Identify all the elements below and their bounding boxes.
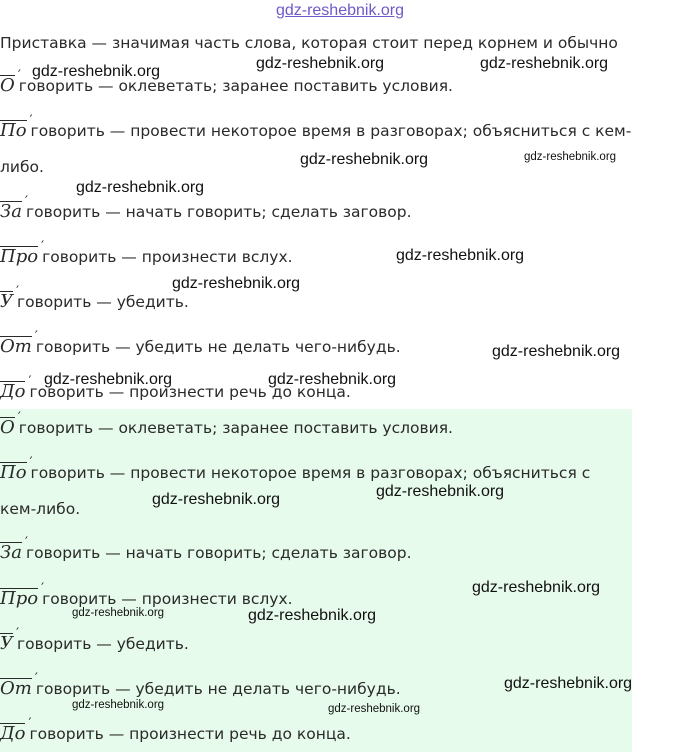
list-item: По ′ говорить — провести некоторое время в разговорах; объясниться с кем- (0, 113, 632, 141)
watermark: gdz-reshebnik.org (268, 371, 397, 388)
watermark: gdz-reshebnik.org (72, 699, 165, 711)
prefix-mark: О ′ (0, 68, 21, 96)
watermark: gdz-reshebnik.org (300, 151, 429, 168)
watermark: gdz-reshebnik.org (492, 343, 621, 360)
prefix-mark: Про ′ (0, 239, 45, 267)
prefix-mark: У ′ (0, 284, 20, 312)
list-item-continuation: кем-либо. (0, 500, 81, 518)
prefix-mark: За ′ (0, 535, 28, 563)
watermark: gdz-reshebnik.org (72, 607, 165, 619)
watermark: gdz-reshebnik.org (256, 55, 385, 72)
watermark: gdz-reshebnik.org (32, 63, 161, 80)
list-item: У ′ говорить — убедить. (0, 626, 189, 654)
watermark: gdz-reshebnik.org (152, 491, 281, 508)
watermark: gdz-reshebnik.org (472, 579, 601, 596)
list-item: От ′ говорить — убедить не делать чего-нибудь. (0, 329, 401, 357)
list-item-continuation: либо. (0, 158, 44, 176)
list-item: До ′ говорить — произнести речь до конца. (0, 716, 351, 744)
watermark: gdz-reshebnik.org (480, 55, 609, 72)
list-item: До ′ говорить — произнести речь до конца. (0, 374, 351, 402)
prefix-mark: По ′ (0, 113, 33, 141)
list-item: Про ′ говорить — произнести вслух. (0, 581, 293, 609)
list-item: Про ′ говорить — произнести вслух. (0, 239, 293, 267)
watermark: gdz-reshebnik.org (172, 275, 301, 292)
watermark: gdz-reshebnik.org (248, 607, 377, 624)
prefix-mark: От ′ (0, 329, 38, 357)
list-item: О ′ говорить — оклеветать; заранее поставить условия. (0, 410, 453, 438)
watermark: gdz-reshebnik.org (76, 179, 205, 196)
prefix-mark: До ′ (0, 716, 32, 744)
watermark: gdz-reshebnik.org (376, 483, 505, 500)
list-item: За ′ говорить — начать говорить; сделать заговор. (0, 535, 412, 563)
prefix-mark: От ′ (0, 671, 38, 699)
list-item: У ′ говорить — убедить. (0, 284, 189, 312)
prefix-mark: По ′ (0, 455, 33, 483)
prefix-mark: За ′ (0, 194, 28, 222)
list-item: От ′ говорить — убедить не делать чего-нибудь. (0, 671, 401, 699)
list-item: О ′ говорить — оклеветать; заранее поставить условия. (0, 68, 453, 96)
prefix-mark: У ′ (0, 626, 20, 654)
watermark: gdz-reshebnik.org (524, 151, 617, 163)
watermark: gdz-reshebnik.org (328, 703, 421, 715)
site-header-link[interactable]: gdz-reshebnik.org (275, 2, 405, 19)
list-item: По ′ говорить — провести некоторое время в разговорах; объясниться с (0, 455, 591, 483)
prefix-mark: Про ′ (0, 581, 45, 609)
watermark: gdz-reshebnik.org (396, 247, 525, 264)
prefix-mark: До ′ (0, 374, 32, 402)
watermark: gdz-reshebnik.org (504, 675, 633, 692)
watermark: gdz-reshebnik.org (44, 371, 173, 388)
intro-text: Приставка — значимая часть слова, которая стоит перед корнем и обычно (0, 34, 618, 52)
list-item: За ′ говорить — начать говорить; сделать заговор. (0, 194, 412, 222)
prefix-mark: О ′ (0, 410, 21, 438)
